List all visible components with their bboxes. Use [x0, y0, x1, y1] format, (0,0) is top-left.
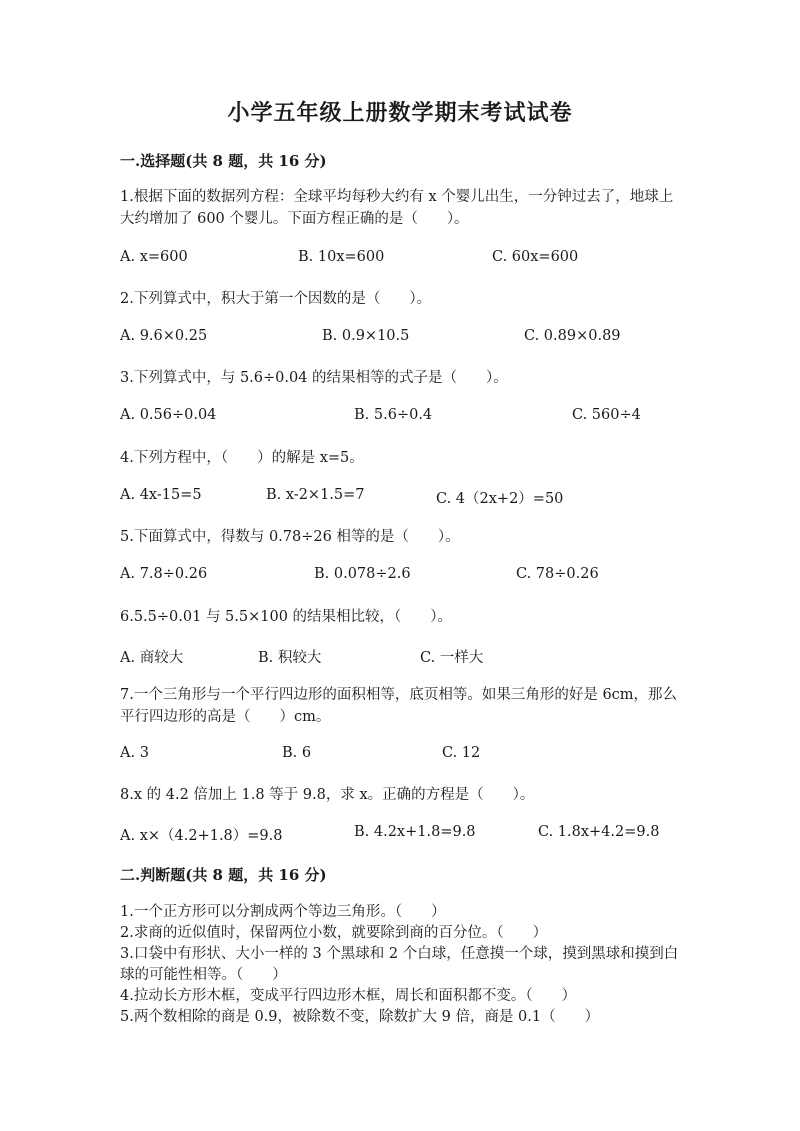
option-b: B. 0.078÷2.6: [314, 566, 411, 582]
section-heading-multiple-choice: 一.选择题(共 8 题，共 16 分): [120, 152, 327, 170]
options-8: [120, 824, 680, 846]
option-a: A. 7.8÷0.26: [120, 566, 208, 582]
option-a: A. 0.56÷0.04: [120, 407, 217, 423]
option-c: C. 12: [442, 745, 481, 761]
judgment-item: 3.口袋中有形状、大小一样的 3 个黑球和 2 个白球，任意摸一个球，摸到黑球和摸到白球的可能性相等。（ ）: [120, 946, 679, 983]
question-8: 8.x 的 4.2 倍加上 1.8 等于 9.8，求 x。正确的方程是（ ）。: [120, 787, 535, 803]
option-a: A. 3: [120, 745, 149, 761]
option-b: B. 4.2x+1.8=9.8: [354, 824, 476, 840]
option-b: B. 0.9×10.5: [322, 328, 410, 344]
options-5: [120, 566, 680, 588]
option-b: B. 积较大: [258, 650, 322, 666]
option-b: B. x-2×1.5=7: [266, 487, 365, 503]
option-a: A. 9.6×0.25: [120, 328, 208, 344]
judgment-item: 4.拉动长方形木框，变成平行四边形木框，周长和面积都不变。（ ）: [120, 988, 577, 1004]
option-c: C. 0.89×0.89: [524, 328, 621, 344]
option-c: C. 78÷0.26: [516, 566, 599, 582]
options-2: [120, 328, 680, 350]
question-3: 3.下列算式中，与 5.6÷0.04 的结果相等的式子是（ ）。: [120, 370, 508, 386]
option-a: A. x×（4.2+1.8）=9.8: [120, 828, 283, 844]
option-a: A. 4x-15=5: [120, 487, 202, 503]
options-1: [120, 249, 680, 271]
question-7: 7.一个三角形与一个平行四边形的面积相等，底页相等。如果三角形的好是 6cm，那么平行四边形的高是（ ）cm。: [120, 687, 678, 725]
judgment-item: 1.一个正方形可以分割成两个等边三角形。（ ）: [120, 904, 446, 920]
option-c: C. 560÷4: [572, 407, 641, 423]
option-a: A. 商较大: [120, 650, 184, 666]
judgment-item: 5.两个数相除的商是 0.9，被除数不变，除数扩大 9 倍，商是 0.1（ ）: [120, 1009, 600, 1025]
options-6: [120, 646, 680, 668]
options-7: [120, 745, 680, 767]
option-c: C. 60x=600: [492, 249, 579, 265]
exam-title: 小学五年级上册数学期末考试试卷: [227, 100, 573, 126]
question-6: 6.5.5÷0.01 与 5.5×100 的结果相比较，（ ）。: [120, 609, 453, 625]
option-c: C. 4（2x+2）=50: [436, 491, 564, 507]
section-heading-true-false: 二.判断题(共 8 题，共 16 分): [120, 866, 327, 884]
option-b: B. 5.6÷0.4: [354, 407, 433, 423]
question-4: 4.下列方程中，（ ）的解是 x=5。: [120, 450, 364, 466]
option-c: C. 一样大: [420, 650, 484, 666]
option-c: C. 1.8x+4.2=9.8: [538, 824, 660, 840]
options-3: [120, 407, 680, 429]
options-4: [120, 487, 680, 509]
question-2: 2.下列算式中，积大于第一个因数的是（ ）。: [120, 291, 432, 307]
option-b: B. 10x=600: [298, 249, 385, 265]
question-5: 5.下面算式中，得数与 0.78÷26 相等的是（ ）。: [120, 529, 460, 545]
option-b: B. 6: [282, 745, 312, 761]
option-a: A. x=600: [120, 249, 188, 265]
judgment-item: 2.求商的近似值时，保留两位小数，就要除到商的百分位。（ ）: [120, 925, 548, 941]
question-1: 1.根据下面的数据列方程：全球平均每秒大约有 x 个婴儿出生，一分钟过去了，地球上大约增加了 600 个婴儿。下面方程正确的是（ ）。: [120, 189, 674, 227]
